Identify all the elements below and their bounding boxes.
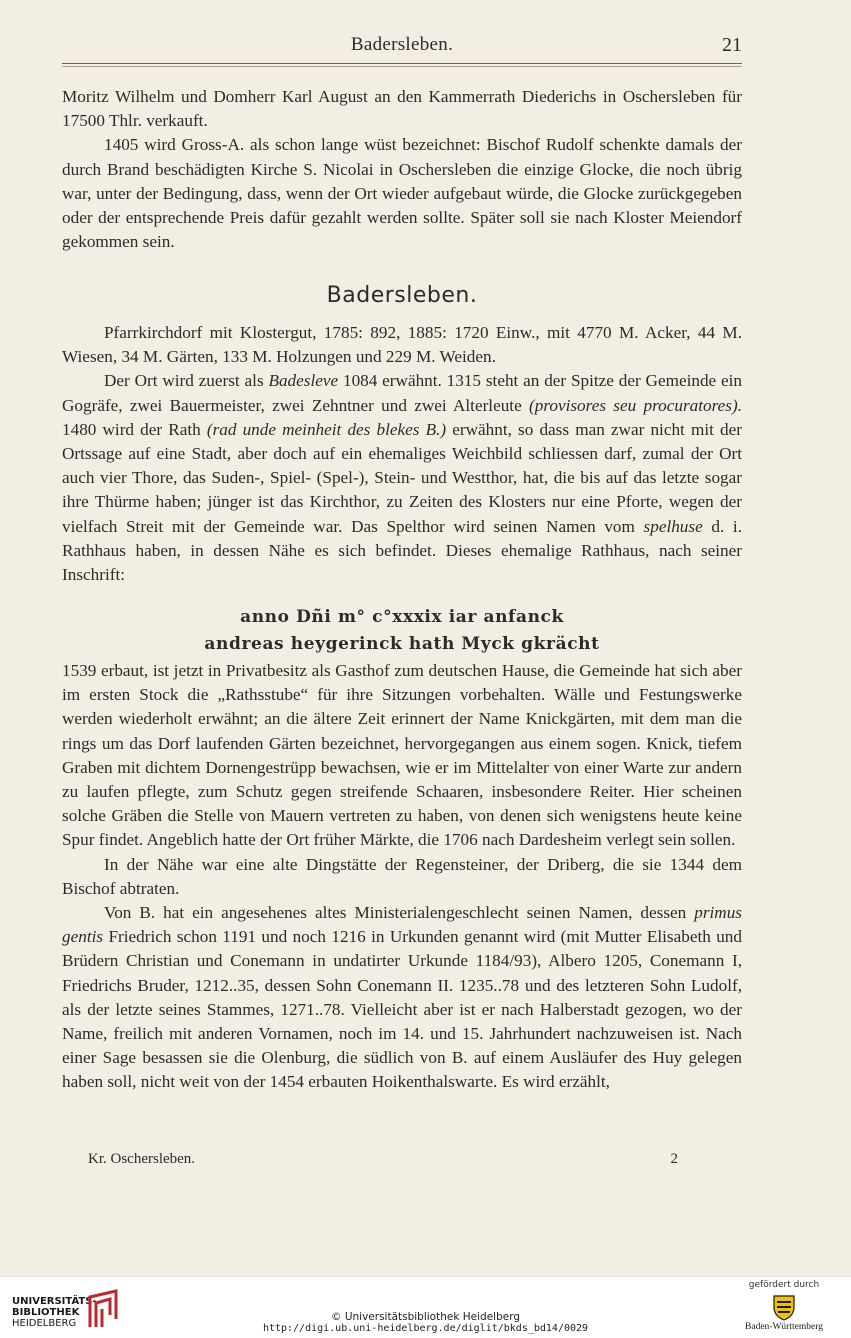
blackletter-inscription: [62, 604, 742, 658]
library-name-line: HEIDELBERG: [12, 1318, 77, 1329]
section-heading: Badersleben.: [326, 283, 478, 308]
italic-run: (provisores seu procuratores).: [529, 395, 742, 415]
running-head: [62, 34, 742, 60]
text-run: Von B. hat ein angesehenes altes Ministerialengeschlecht seinen Namen, dessen: [104, 903, 695, 923]
text-run: Der Ort wird zuerst als: [104, 371, 269, 391]
text-run: Friedrich schon 1191 und noch 1216 in Urkunden genannt wird (mit Mutter Elisabeth und Brüdern Christian und Conemann in undatirter Urkunde 1184/93), Albero 1205, Conemann I, Friedrichs Bruder, 1212..35, dessen Sohn Conemann II. 1235..78 und des letzteren Sohn Ludolf, als der letzte seines Stammes, 1271..78. Vielleicht aber ist er nach Halberstadt gezogen, wo der Name, freilich mit anderen Vornamen, noch im 14. und 15. Jahrhundert nachzuweisen ist. Nach einer Sage besassen sie die Olenburg, die südlich von B. auf einem Ausläufer des Huy gelegen haben soll, nicht weit von der 1454 erbauten Hoikenthalswarte. Es wird erzählt,: [62, 927, 742, 1092]
italic-run: spelhuse: [643, 516, 703, 536]
preceding-text: [62, 85, 742, 254]
italic-run: (rad unde meinheit des blekes B.): [206, 419, 447, 439]
header-rule: [62, 63, 742, 64]
funded-by-label: gefördert durch: [748, 1280, 820, 1290]
library-name-line: BIBLIOTHEK: [12, 1307, 80, 1318]
state-coat-of-arms-icon: [771, 1293, 797, 1321]
permalink[interactable]: http://digi.ub.uni-heidelberg.de/diglit/bkds_bd14/0029: [262, 1323, 589, 1334]
funder-name[interactable]: Baden-Württemberg: [745, 1322, 823, 1332]
copyright-notice: [0, 1312, 851, 1334]
paragraph: [62, 369, 742, 587]
text-run: d. i. Rathhaus haben, in dessen Nähe es sich befindet. Dieses ehemalige Rathhaus, nach seiner Inschrift:: [62, 516, 742, 585]
signature-number: 2: [670, 1151, 678, 1167]
digitization-footer: [0, 1276, 851, 1338]
italic-run: Badesleve: [268, 371, 339, 391]
running-title: Badersleben.: [350, 34, 454, 55]
printer-signature: [88, 1151, 678, 1175]
copyright-text: © Universitätsbibliothek Heidelberg: [330, 1311, 520, 1323]
paragraph: 1539 erbaut, ist jetzt in Privatbesitz als Gasthof zum deutschen Hause, die Gemeinde hat sich aber im ersten Stock die „Rathsstube“ für ihre Sitzungen vorbehalten. Wälle und Festungswerke werden wiederholt erwähnt; an die ältere Zeit erinnert der Name Knickgärten, mit dem man die rings um das Dorf laufenden Gärten bezeichnet, hervorgegangen aus einem sogen. Knick, tiefem Graben mit dichtem Dornengestrüpp bewachsen, wie er im Mittelalter von einer Warte zur andern zu laufen pflegte, zum Schutz gegen streifende Schaaren, insbesondere Reiter. Hier scheinen solche Gräben die Stelle von Mauern vertreten zu haben, von denen sich wenigstens heute keine Spur findet. Angeblich hatte der Ort früher Märkte, die 1706 nach Dardesheim verlegt sein sollen.: [62, 661, 742, 850]
header-rule-secondary: [62, 66, 742, 67]
page-number: 21: [722, 34, 742, 56]
paragraph: Moritz Wilhelm und Domherr Karl August an den Kammerrath Diederichs in Oschersleben für 17500 Thlr. verkauft.: [62, 87, 742, 131]
paragraph: [62, 901, 742, 1095]
section-body-top: [62, 321, 742, 587]
paragraph: 1405 wird Gross-A. als schon lange wüst bezeichnet: Bischof Rudolf schenkte damals der durch Brand beschädigten Kirche S. Nicolai in Oschersleben die einzige Glocke, die noch übrig war, unter der Bedingung, dass, wenn der Ort wieder aufgebaut würde, die Glocke zurückgegeben oder der entsprechende Preis dafür gezahlt werden sollte. Später soll sie nach Kloster Meiendorf gekommen sein.: [62, 135, 742, 252]
signature-label: Kr. Oschersleben.: [88, 1151, 196, 1167]
inscription-line: anno Dñi m° c°xxxix iar anfanck: [240, 607, 564, 627]
text-run: erwähnt, so dass man zwar nicht mit der Ortssage auf eine Stadt, aber doch auf ein ehemaliges Weichbild schliessen darf, zumal der Ort auch vier Thore, das Suden-, Spiel- (Spel-), Stein- und Westthor, hat, die bis auf das letzte sogar ihre Thürme haben; jünger ist das Kirchthor, zu Zeiten des Klosters nur eine Pforte, wegen der vielfach Streit mit der Gemeinde war. Das Spelthor wird seinen Namen vom: [62, 419, 742, 536]
text-run: 1084 erwähnt. 1315 steht an der Spitze der Gemeinde ein Gogräfe, zwei Bauermeister, zwei Zehntner und zwei Alterleute: [62, 371, 742, 415]
italic-run: primus gentis: [62, 903, 742, 947]
paragraph: In der Nähe war eine alte Dingstätte der Regensteiner, der Driberg, die sie 1344 dem Bischof abtraten.: [62, 854, 742, 898]
inscription-line: andreas heygerinck hath Myck gkrächt: [204, 634, 600, 654]
paragraph: Pfarrkirchdorf mit Klostergut, 1785: 892, 1885: 1720 Einw., mit 4770 M. Acker, 44 M. Wiesen, 34 M. Gärten, 133 M. Holzungen und 229 M. Weiden.: [62, 323, 742, 367]
section-body-bottom: [62, 659, 742, 1095]
text-run: 1480 wird der Rath: [62, 419, 207, 439]
library-name-line: UNIVERSITÄTS-: [12, 1296, 97, 1307]
funding-notice: [739, 1280, 829, 1332]
